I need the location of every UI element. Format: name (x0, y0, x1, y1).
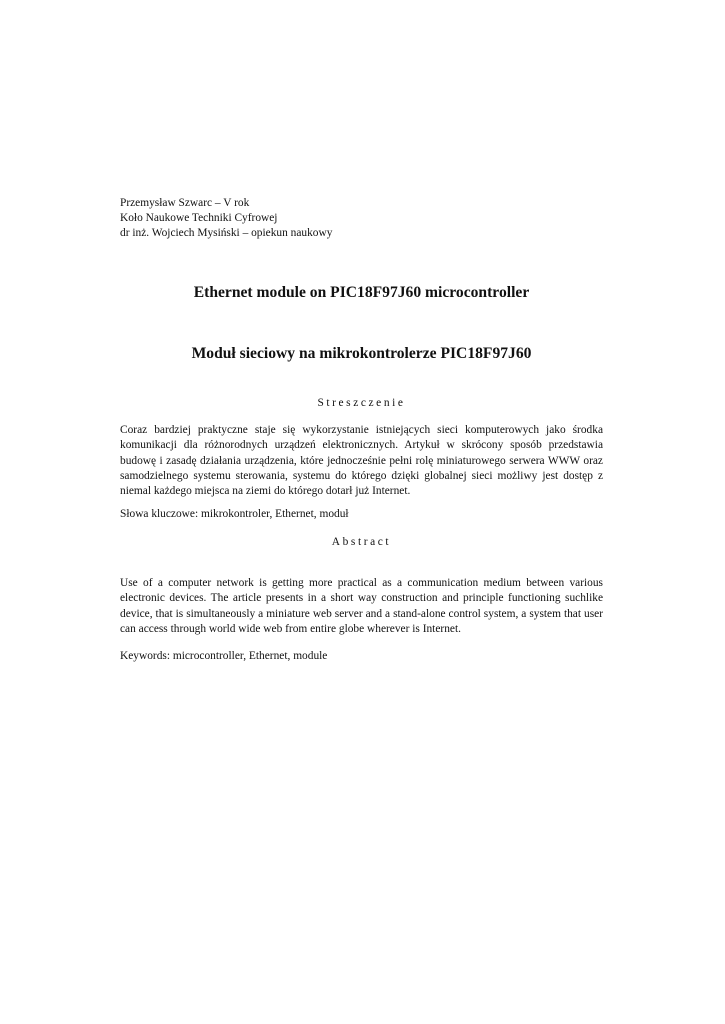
author-line: Przemysław Szwarc – V rok (120, 197, 250, 209)
keywords-pl: Słowa kluczowe: mikrokontroler, Ethernet, moduł (120, 508, 349, 520)
title-polish: Moduł sieciowy na mikrokontrolerze PIC18F97J60 (191, 345, 532, 362)
abstract-en-heading: Abstract (331, 536, 392, 548)
abstract-pl-text: Coraz bardziej praktyczne staje się wykorzystanie istniejących sieci komputerowych jako środka komunikacji dla różnorodnych urządzeń elektronicznych. Artykuł w skrócony sposób przedstawia budowę i zasadę działania urządzenia, które jednocześnie pełni rolę miniaturowego serwera WWW oraz samodzielnego systemu sterowania, systemu do którego dzięki globalnej sieci możliwy jest dostęp z niemal każdego miejsca na ziemi do którego dotarł już Internet. (120, 424, 603, 498)
keywords-en: Keywords: microcontroller, Ethernet, module (120, 650, 328, 662)
supervisor-line: dr inż. Wojciech Mysiński – opiekun naukowy (120, 227, 333, 239)
abstract-en-text: Use of a computer network is getting more practical as a communication medium between various electronic devices. The article presents in a short way construction and principle functioning suchlike device, that is simultaneously a miniature web server and a stand-alone control system, a system that user can access through world wide web from entire globe wherever is Internet. (120, 577, 603, 635)
title-english: Ethernet module on PIC18F97J60 microcontroller (193, 284, 530, 301)
abstract-pl-heading: Streszczenie (317, 397, 406, 409)
affiliation-line: Koło Naukowe Techniki Cyfrowej (120, 212, 278, 224)
author-block (120, 196, 332, 241)
